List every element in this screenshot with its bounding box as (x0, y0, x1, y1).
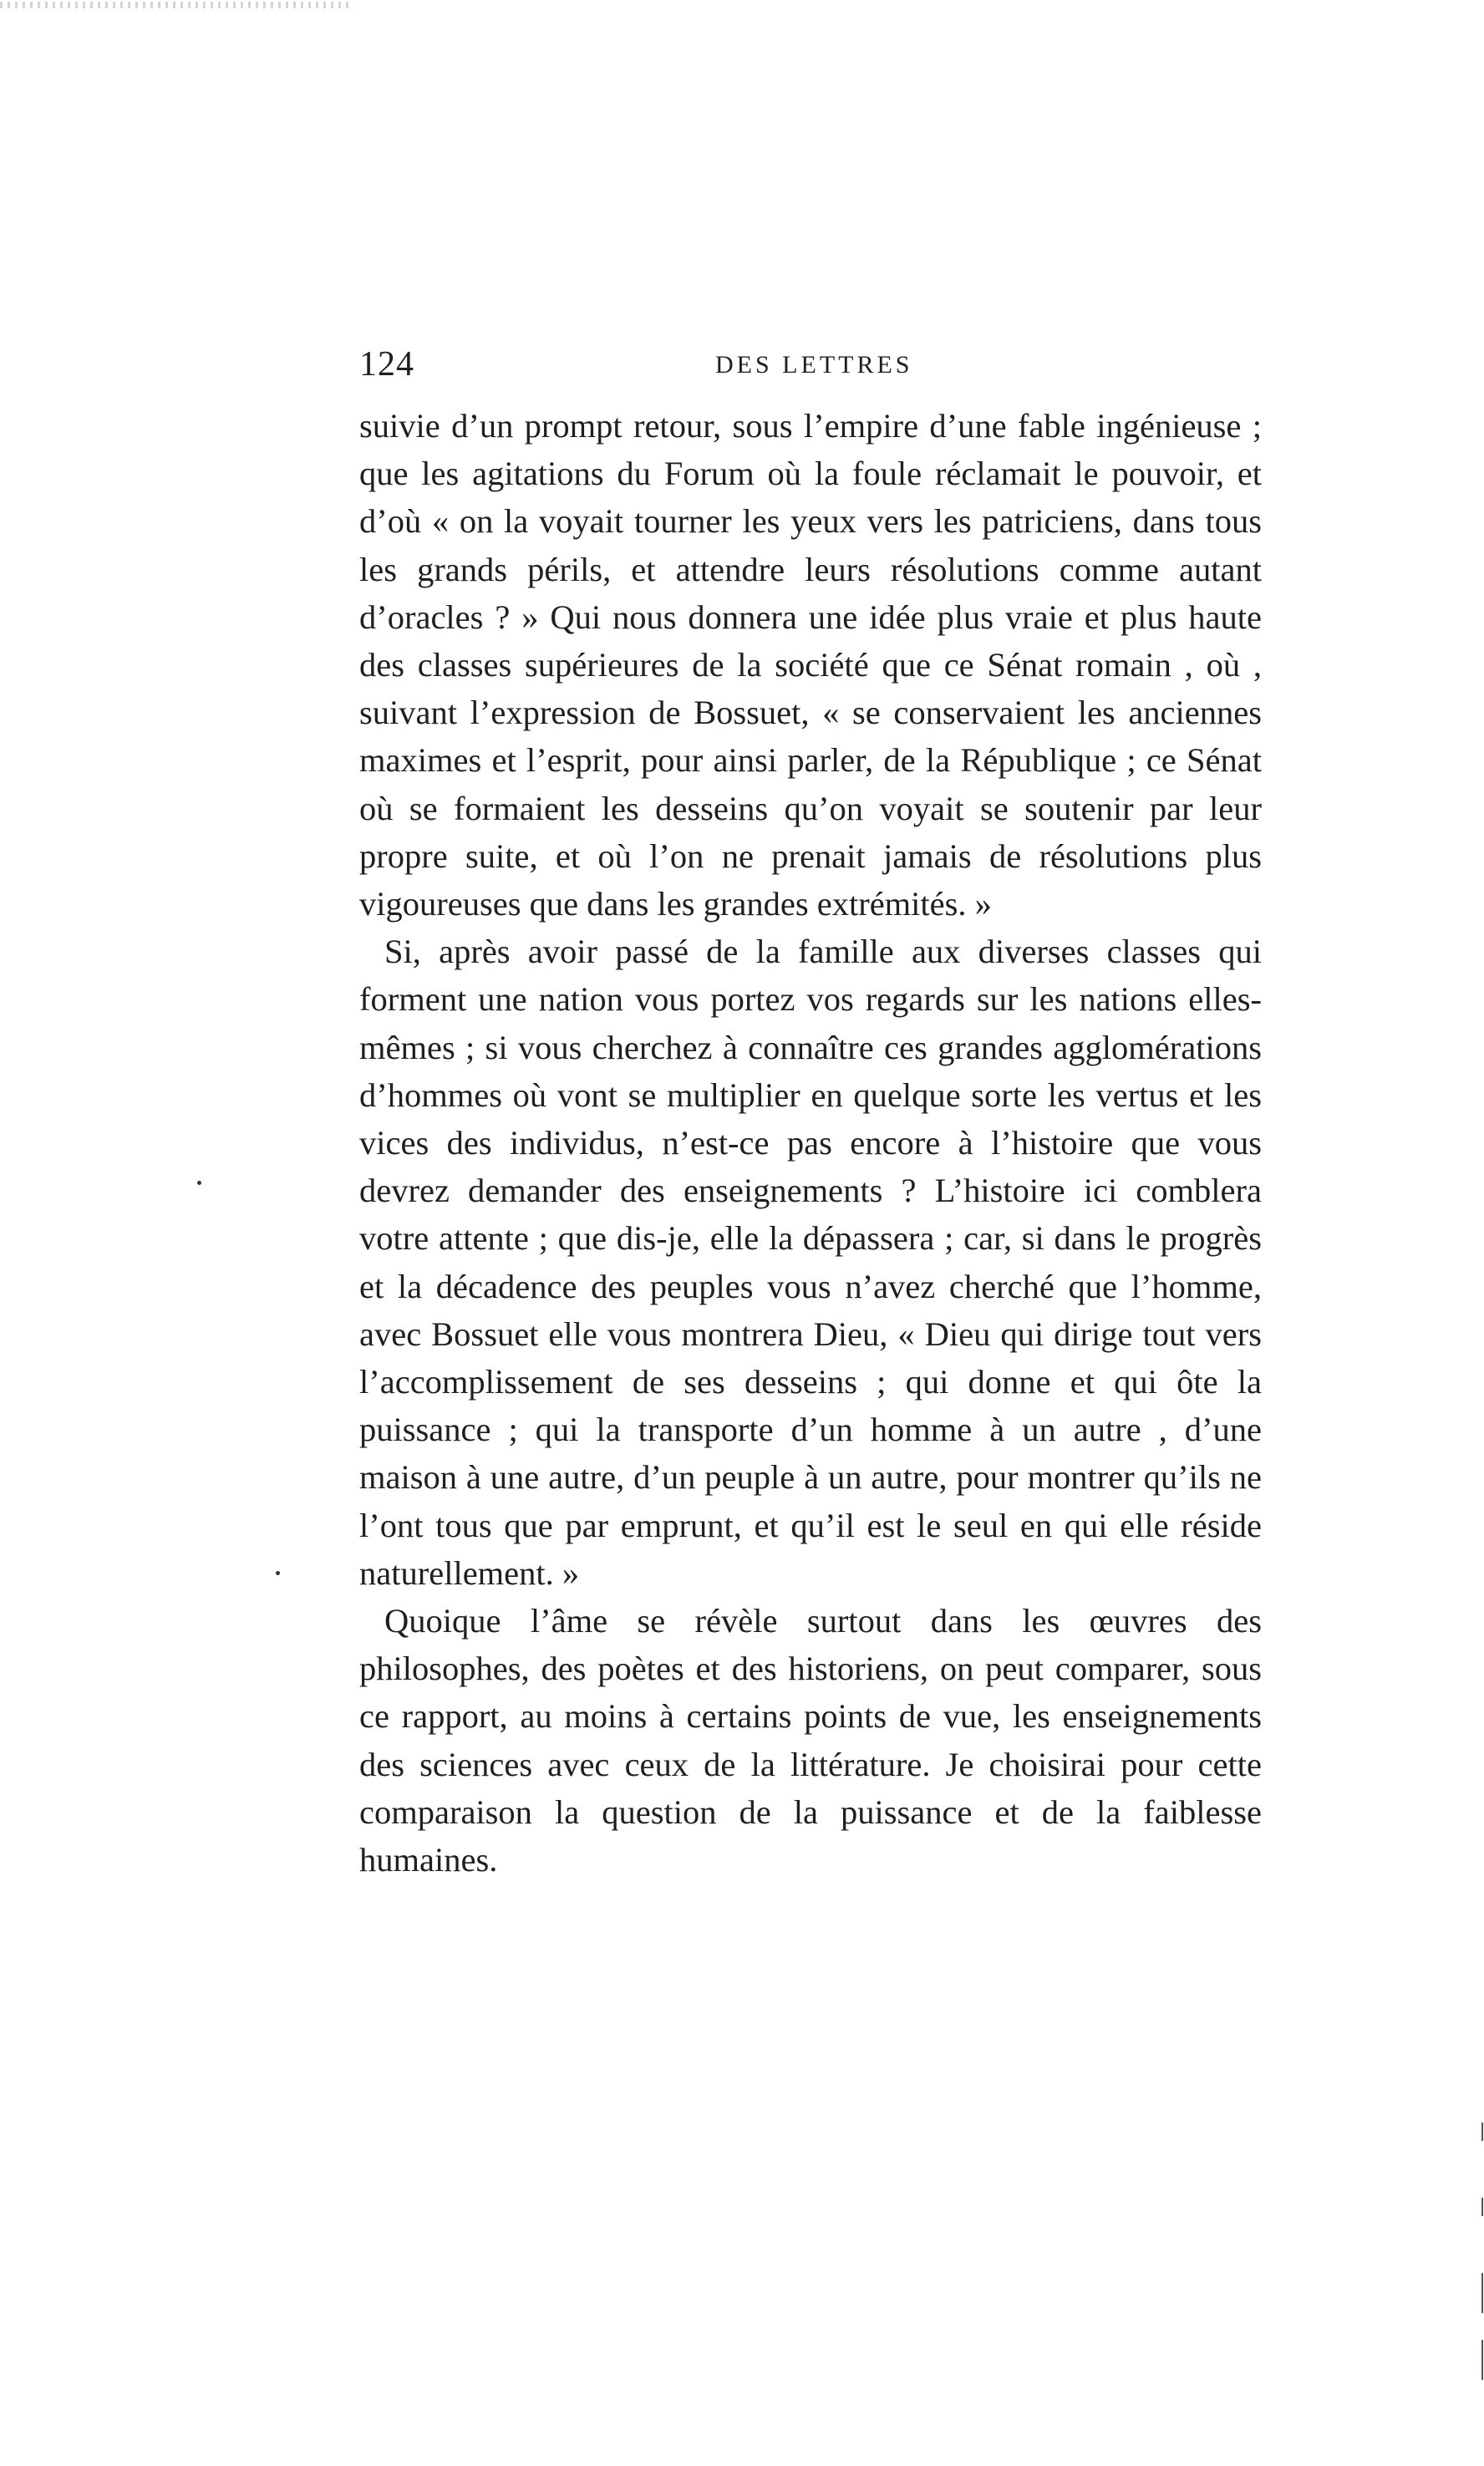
edge-mark (1481, 2198, 1483, 2216)
margin-speck (276, 1571, 280, 1575)
edge-mark (1481, 2340, 1483, 2380)
paragraph-1: suivie d’un prompt retour, sous l’empire d’une fable ingénieuse ; que les agitations du Forum où la foule réclamait le pouvoir, et d’où « on la voyait tourner les yeux vers les patriciens, dans tous les grands périls, et attendre leurs résolutions comme autant d’oracles ? » Qui nous donnera une idée plus vraie et plus haute des classes supérieures de la société que ce Sénat romain , où , suivant l’expression de Bossuet, « se conservaient les anciennes maximes et l’esprit, pour ainsi parler, de la République ; ce Sénat où se formaient les desseins qu’on voyait se soutenir par leur propre suite, et où l’on ne prenait jamais de résolutions plus vigoureuses que dans les grandes extrémités. » (359, 407, 1262, 923)
header-title: DES LETTRES (715, 351, 913, 379)
paragraph-3: Quoique l’âme se révèle surtout dans les œuvres des philosophes, des poètes et des historiens, on peut comparer, sous ce rapport, au moins à certains points de vue, les enseignements des sciences avec ceux de la littérature. Je choisirai pour cette comparaison la question de la puissance et de la faiblesse humaines. (359, 1602, 1262, 1879)
paragraph-2: Si, après avoir passé de la famille aux diverses classes qui forment une nation vous portez vos regards sur les nations elles-mêmes ; si vous cherchez à connaître ces grandes agglomérations d’hommes où vont se multiplier en quelque sorte les vertus et les vices des individus, n’est-ce pas encore à l’histoire que vous devrez demander des enseignements ? L’histoire ici comblera votre attente ; que dis-je, elle la dépassera ; car, si dans le progrès et la décadence des peuples vous n’avez cherché que l’homme, avec Bossuet elle vous montrera Dieu, « Dieu qui dirige tout vers l’accomplissement de ses desseins ; qui donne et qui ôte la puissance ; qui la transporte d’un homme à un autre , d’une maison à une autre, d’un peuple à un autre, pour montrer qu’ils ne l’ont tous que par emprunt, et qu’il est le seul en qui elle réside naturellement. » (359, 933, 1262, 1592)
margin-speck (197, 1181, 201, 1185)
body-text (359, 402, 1262, 1884)
page-number: 124 (359, 345, 414, 384)
edge-mark (1481, 2123, 1483, 2141)
scan-artifact (0, 2, 351, 8)
running-head (359, 344, 1262, 394)
edge-mark (1481, 2273, 1483, 2313)
